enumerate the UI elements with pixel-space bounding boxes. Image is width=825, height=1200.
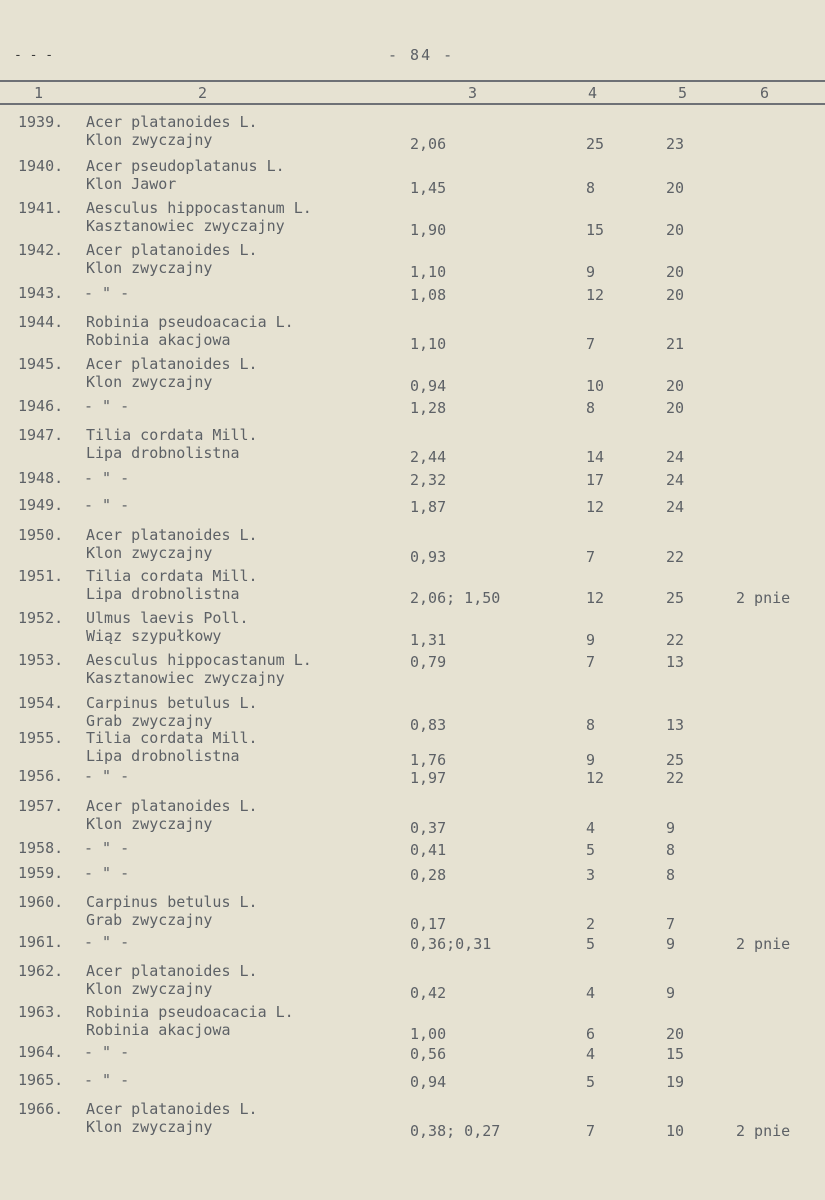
header-rule bbox=[0, 103, 825, 105]
value-col-3: 2,32 bbox=[410, 471, 447, 489]
value-col-3: 1,28 bbox=[410, 399, 447, 417]
row-number: 1948. bbox=[18, 469, 64, 487]
value-col-4: 5 bbox=[586, 935, 596, 953]
latin-name: Aesculus hippocastanum L. bbox=[86, 199, 312, 217]
latin-name: Acer platanoides L. bbox=[86, 355, 258, 373]
value-col-4: 10 bbox=[586, 377, 605, 395]
value-col-3: 1,00 bbox=[410, 1025, 447, 1043]
value-col-3: 1,08 bbox=[410, 286, 447, 304]
row-number: 1950. bbox=[18, 526, 64, 544]
value-col-5: 20 bbox=[666, 263, 685, 281]
value-col-4: 3 bbox=[586, 866, 596, 884]
value-col-4: 8 bbox=[586, 716, 596, 734]
note-col-6: 2 pnie bbox=[736, 589, 791, 607]
row-number: 1960. bbox=[18, 893, 64, 911]
value-col-5: 7 bbox=[666, 915, 676, 933]
row-number: 1951. bbox=[18, 567, 64, 585]
value-col-3: 0,36;0,31 bbox=[410, 935, 492, 953]
polish-name: Lipa drobnolistna bbox=[86, 747, 240, 765]
row-number: 1957. bbox=[18, 797, 64, 815]
polish-name: Klon zwyczajny bbox=[86, 131, 213, 149]
value-col-5: 19 bbox=[666, 1073, 685, 1091]
latin-name: Acer pseudoplatanus L. bbox=[86, 157, 285, 175]
value-col-5: 24 bbox=[666, 498, 685, 516]
latin-name: - " - bbox=[84, 397, 130, 415]
value-col-3: 1,97 bbox=[410, 769, 447, 787]
value-col-4: 4 bbox=[586, 819, 596, 837]
value-col-4: 15 bbox=[586, 221, 605, 239]
value-col-4: 5 bbox=[586, 841, 596, 859]
value-col-5: 22 bbox=[666, 769, 685, 787]
value-col-4: 8 bbox=[586, 179, 596, 197]
value-col-5: 25 bbox=[666, 751, 685, 769]
value-col-3: 0,37 bbox=[410, 819, 447, 837]
value-col-3: 0,83 bbox=[410, 716, 447, 734]
value-col-3: 1,45 bbox=[410, 179, 447, 197]
polish-name: Klon zwyczajny bbox=[86, 259, 213, 277]
top-rule bbox=[0, 80, 825, 82]
latin-name: Acer platanoides L. bbox=[86, 797, 258, 815]
latin-name: - " - bbox=[84, 284, 130, 302]
value-col-3: 1,87 bbox=[410, 498, 447, 516]
value-col-3: 0,94 bbox=[410, 377, 447, 395]
polish-name: Kasztanowiec zwyczajny bbox=[86, 217, 285, 235]
value-col-5: 22 bbox=[666, 631, 685, 649]
polish-name: Robinia akacjowa bbox=[86, 1021, 231, 1039]
latin-name: Acer platanoides L. bbox=[86, 962, 258, 980]
polish-name: Kasztanowiec zwyczajny bbox=[86, 669, 285, 687]
row-number: 1953. bbox=[18, 651, 64, 669]
value-col-3: 1,31 bbox=[410, 631, 447, 649]
value-col-4: 9 bbox=[586, 751, 596, 769]
value-col-4: 9 bbox=[586, 631, 596, 649]
value-col-5: 20 bbox=[666, 221, 685, 239]
row-number: 1952. bbox=[18, 609, 64, 627]
value-col-5: 24 bbox=[666, 471, 685, 489]
polish-name: Klon zwyczajny bbox=[86, 373, 213, 391]
latin-name: - " - bbox=[84, 469, 130, 487]
value-col-4: 12 bbox=[586, 769, 605, 787]
latin-name: - " - bbox=[84, 1071, 130, 1089]
value-col-4: 12 bbox=[586, 498, 605, 516]
value-col-5: 8 bbox=[666, 841, 676, 859]
value-col-4: 6 bbox=[586, 1025, 596, 1043]
value-col-5: 20 bbox=[666, 377, 685, 395]
polish-name: Klon zwyczajny bbox=[86, 544, 213, 562]
page-number: - 84 - bbox=[388, 46, 455, 64]
value-col-3: 0,79 bbox=[410, 653, 447, 671]
value-col-5: 22 bbox=[666, 548, 685, 566]
value-col-4: 12 bbox=[586, 286, 605, 304]
latin-name: Tilia cordata Mill. bbox=[86, 567, 258, 585]
row-number: 1949. bbox=[18, 496, 64, 514]
note-col-6: 2 pnie bbox=[736, 1122, 791, 1140]
value-col-4: 7 bbox=[586, 335, 596, 353]
polish-name: Lipa drobnolistna bbox=[86, 585, 240, 603]
value-col-4: 25 bbox=[586, 135, 605, 153]
row-number: 1944. bbox=[18, 313, 64, 331]
latin-name: - " - bbox=[84, 1043, 130, 1061]
value-col-3: 0,42 bbox=[410, 984, 447, 1002]
value-col-4: 4 bbox=[586, 1045, 596, 1063]
value-col-5: 20 bbox=[666, 399, 685, 417]
value-col-4: 9 bbox=[586, 263, 596, 281]
row-number: 1942. bbox=[18, 241, 64, 259]
column-header-5: 5 bbox=[678, 84, 688, 102]
latin-name: - " - bbox=[84, 767, 130, 785]
polish-name: Grab zwyczajny bbox=[86, 712, 213, 730]
row-number: 1962. bbox=[18, 962, 64, 980]
polish-name: Grab zwyczajny bbox=[86, 911, 213, 929]
row-number: 1963. bbox=[18, 1003, 64, 1021]
column-header-4: 4 bbox=[588, 84, 598, 102]
value-col-3: 0,41 bbox=[410, 841, 447, 859]
row-number: 1959. bbox=[18, 864, 64, 882]
row-number: 1939. bbox=[18, 113, 64, 131]
value-col-5: 13 bbox=[666, 716, 685, 734]
value-col-3: 2,44 bbox=[410, 448, 447, 466]
row-number: 1954. bbox=[18, 694, 64, 712]
row-number: 1966. bbox=[18, 1100, 64, 1118]
latin-name: Robinia pseudoacacia L. bbox=[86, 313, 294, 331]
row-number: 1941. bbox=[18, 199, 64, 217]
left-margin-marks: - - - bbox=[14, 48, 54, 63]
polish-name: Klon Jawor bbox=[86, 175, 177, 193]
value-col-5: 23 bbox=[666, 135, 685, 153]
column-header-2: 2 bbox=[198, 84, 208, 102]
value-col-3: 0,38; 0,27 bbox=[410, 1122, 501, 1140]
value-col-3: 1,76 bbox=[410, 751, 447, 769]
row-number: 1961. bbox=[18, 933, 64, 951]
latin-name: - " - bbox=[84, 864, 130, 882]
polish-name: Lipa drobnolistna bbox=[86, 444, 240, 462]
latin-name: Acer platanoides L. bbox=[86, 1100, 258, 1118]
value-col-4: 2 bbox=[586, 915, 596, 933]
value-col-5: 10 bbox=[666, 1122, 685, 1140]
value-col-4: 7 bbox=[586, 548, 596, 566]
latin-name: Tilia cordata Mill. bbox=[86, 426, 258, 444]
value-col-3: 1,10 bbox=[410, 335, 447, 353]
value-col-5: 15 bbox=[666, 1045, 685, 1063]
value-col-4: 7 bbox=[586, 1122, 596, 1140]
note-col-6: 2 pnie bbox=[736, 935, 791, 953]
row-number: 1943. bbox=[18, 284, 64, 302]
value-col-5: 9 bbox=[666, 984, 676, 1002]
value-col-4: 14 bbox=[586, 448, 605, 466]
latin-name: Carpinus betulus L. bbox=[86, 694, 258, 712]
latin-name: Carpinus betulus L. bbox=[86, 893, 258, 911]
column-header-1: 1 bbox=[34, 84, 44, 102]
latin-name: Aesculus hippocastanum L. bbox=[86, 651, 312, 669]
value-col-5: 25 bbox=[666, 589, 685, 607]
value-col-4: 12 bbox=[586, 589, 605, 607]
value-col-5: 24 bbox=[666, 448, 685, 466]
value-col-3: 0,94 bbox=[410, 1073, 447, 1091]
row-number: 1955. bbox=[18, 729, 64, 747]
latin-name: Tilia cordata Mill. bbox=[86, 729, 258, 747]
value-col-5: 20 bbox=[666, 1025, 685, 1043]
value-col-5: 20 bbox=[666, 286, 685, 304]
row-number: 1945. bbox=[18, 355, 64, 373]
row-number: 1956. bbox=[18, 767, 64, 785]
column-header-3: 3 bbox=[468, 84, 478, 102]
polish-name: Wiąz szypułkowy bbox=[86, 627, 222, 645]
latin-name: - " - bbox=[84, 496, 130, 514]
column-header-6: 6 bbox=[760, 84, 770, 102]
value-col-3: 2,06 bbox=[410, 135, 447, 153]
row-number: 1940. bbox=[18, 157, 64, 175]
row-number: 1958. bbox=[18, 839, 64, 857]
row-number: 1946. bbox=[18, 397, 64, 415]
value-col-4: 5 bbox=[586, 1073, 596, 1091]
row-number: 1947. bbox=[18, 426, 64, 444]
value-col-4: 17 bbox=[586, 471, 605, 489]
value-col-5: 8 bbox=[666, 866, 676, 884]
value-col-4: 7 bbox=[586, 653, 596, 671]
value-col-5: 9 bbox=[666, 819, 676, 837]
value-col-3: 0,17 bbox=[410, 915, 447, 933]
polish-name: Klon zwyczajny bbox=[86, 1118, 213, 1136]
value-col-3: 1,90 bbox=[410, 221, 447, 239]
latin-name: Acer platanoides L. bbox=[86, 241, 258, 259]
latin-name: Ulmus laevis Poll. bbox=[86, 609, 249, 627]
value-col-4: 4 bbox=[586, 984, 596, 1002]
polish-name: Robinia akacjowa bbox=[86, 331, 231, 349]
value-col-4: 8 bbox=[586, 399, 596, 417]
latin-name: Acer platanoides L. bbox=[86, 113, 258, 131]
value-col-5: 9 bbox=[666, 935, 676, 953]
polish-name: Klon zwyczajny bbox=[86, 815, 213, 833]
row-number: 1965. bbox=[18, 1071, 64, 1089]
value-col-3: 0,28 bbox=[410, 866, 447, 884]
row-number: 1964. bbox=[18, 1043, 64, 1061]
value-col-5: 13 bbox=[666, 653, 685, 671]
latin-name: Acer platanoides L. bbox=[86, 526, 258, 544]
value-col-3: 2,06; 1,50 bbox=[410, 589, 501, 607]
value-col-3: 0,93 bbox=[410, 548, 447, 566]
value-col-5: 21 bbox=[666, 335, 685, 353]
value-col-3: 0,56 bbox=[410, 1045, 447, 1063]
latin-name: Robinia pseudoacacia L. bbox=[86, 1003, 294, 1021]
latin-name: - " - bbox=[84, 839, 130, 857]
value-col-5: 20 bbox=[666, 179, 685, 197]
polish-name: Klon zwyczajny bbox=[86, 980, 213, 998]
latin-name: - " - bbox=[84, 933, 130, 951]
value-col-3: 1,10 bbox=[410, 263, 447, 281]
